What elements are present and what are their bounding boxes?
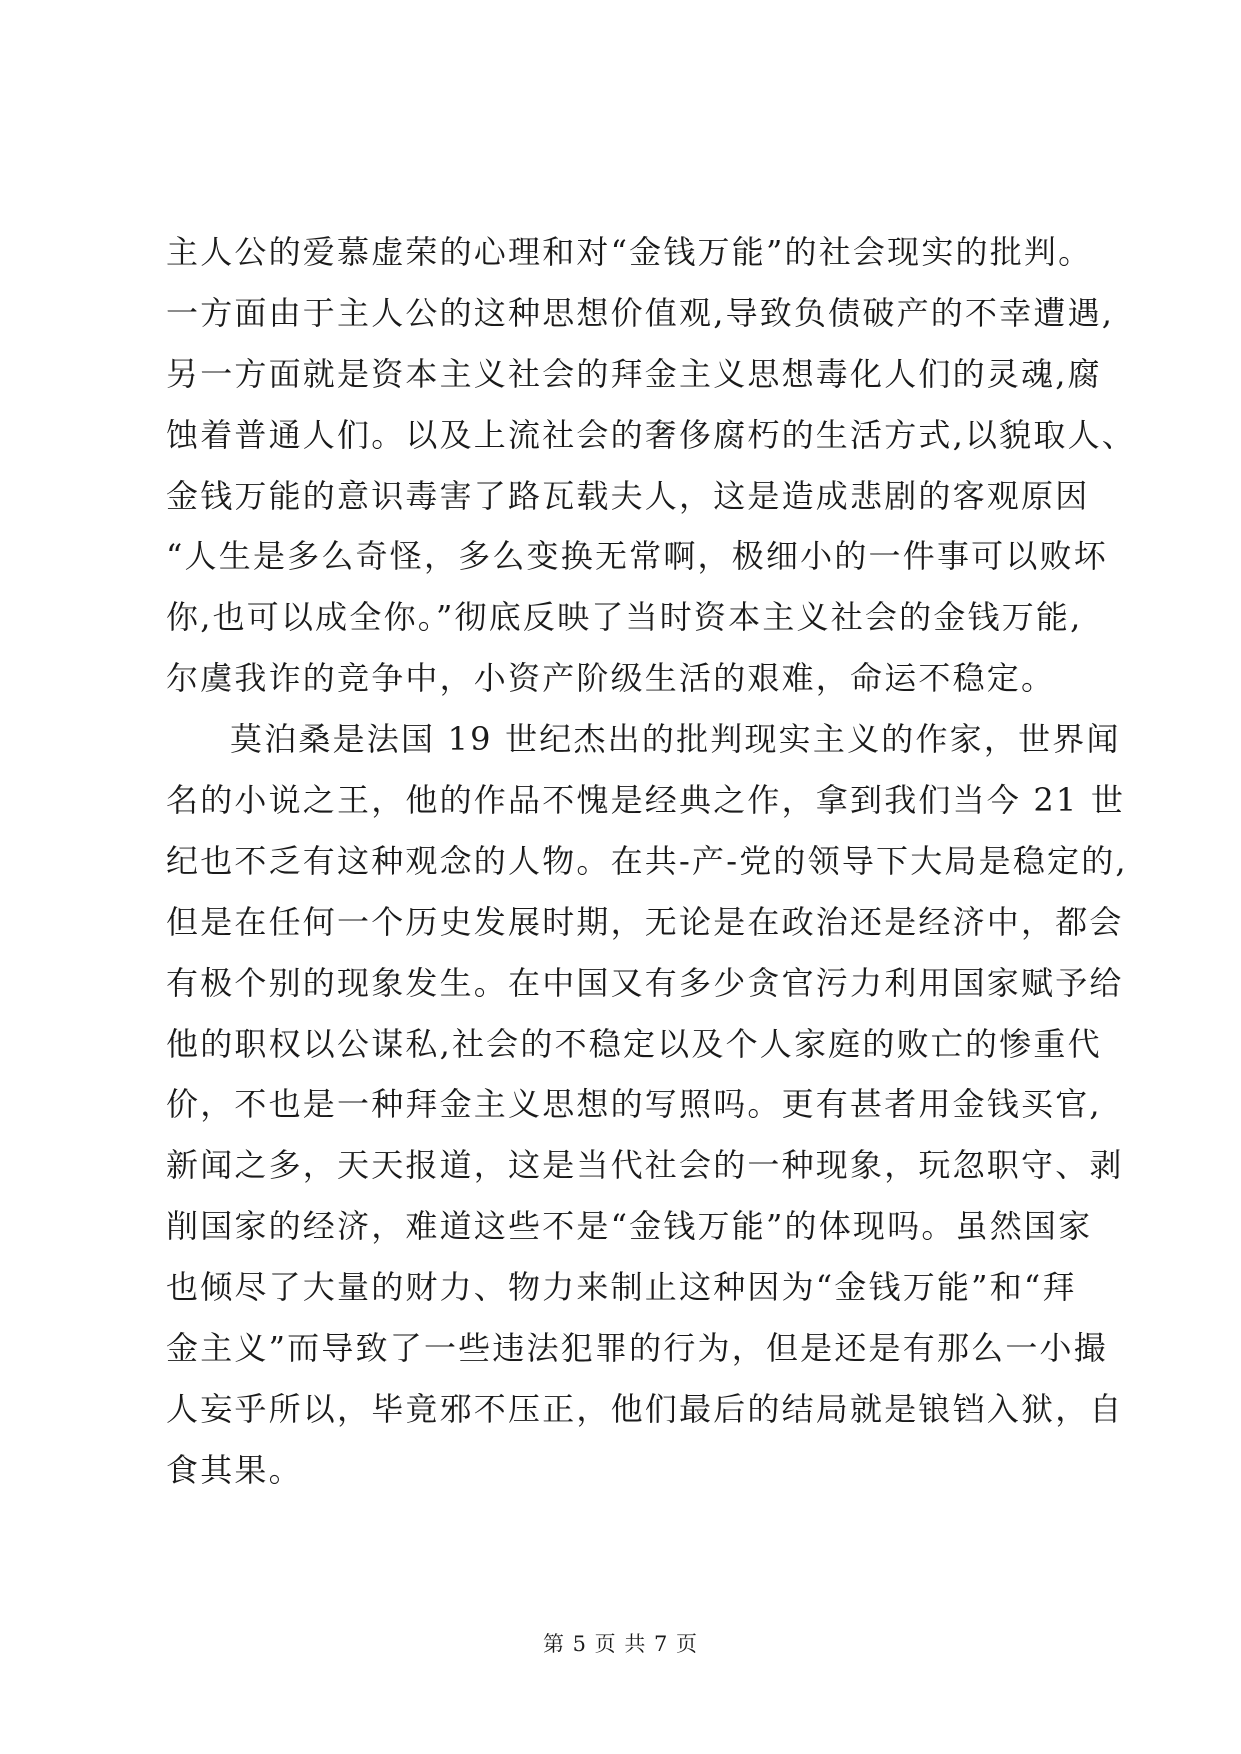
text-line: 削国家的经济，难道这些不是“金钱万能”的体现吗。虽然国家 xyxy=(166,1207,1093,1246)
text-line: 也倾尽了大量的财力、物力来制止这种因为“金钱万能”和“拜 xyxy=(166,1268,1077,1307)
text-line: 有极个别的现象发生。在中国又有多少贪官污力利用国家赋予给 xyxy=(166,963,1124,1002)
text-line: 主人公的爱慕虚荣的心理和对“金钱万能”的社会现实的批判。 xyxy=(166,233,1093,271)
text-line: 蚀着普通人们。以及上流社会的奢侈腐朽的生活方式,以貌取人、 xyxy=(166,415,1136,454)
text-line: “人生是多么奇怪，多么变换无常啊，极细小的一件事可以败坏 xyxy=(166,537,1108,576)
text-line: 尔虞我诈的竞争中，小资产阶级生活的艰难，命运不稳定。 xyxy=(166,659,1056,698)
text-line: 他的职权以公谋私,社会的不稳定以及个人家庭的败亡的惨重代 xyxy=(166,1024,1102,1063)
text-line: 你,也可以成全你。”彻底反映了当时资本主义社会的金钱万能, xyxy=(166,598,1083,637)
text-line: 名的小说之王，他的作品不愧是经典之作，拿到我们当今 21 世 xyxy=(166,781,1126,820)
text-line: 莫泊桑是法国 19 世纪杰出的批判现实主义的作家，世界闻 xyxy=(230,720,1121,759)
body-text xyxy=(166,222,1136,1501)
text-line: 食其果。 xyxy=(166,1450,303,1489)
text-line: 新闻之多，天天报道，这是当代社会的一种现象，玩忽职守、剥 xyxy=(166,1146,1124,1185)
page-footer: 第 5 页 共 7 页 xyxy=(542,1632,699,1656)
text-line: 一方面由于主人公的这种思想价值观,导致负债破产的不幸遭遇, xyxy=(166,293,1115,332)
text-line: 金钱万能的意识毒害了路瓦载夫人，这是造成悲剧的客观原因 xyxy=(166,476,1090,515)
text-line: 另一方面就是资本主义社会的拜金主义思想毒化人们的灵魂,腐 xyxy=(166,354,1102,393)
text-line: 金主义”而导致了一些违法犯罪的行为，但是还是有那么一小撮 xyxy=(166,1329,1108,1368)
text-line: 纪也不乏有这种观念的人物。在共-产-党的领导下大局是稳定的, xyxy=(166,841,1128,880)
text-line: 价，不也是一种拜金主义思想的写照吗。更有甚者用金钱买官, xyxy=(166,1085,1102,1124)
text-line: 但是在任何一个历史发展时期，无论是在政治还是经济中，都会 xyxy=(166,902,1124,941)
text-line: 人妄乎所以，毕竟邪不压正，他们最后的结局就是锒铛入狱，自 xyxy=(166,1389,1124,1428)
